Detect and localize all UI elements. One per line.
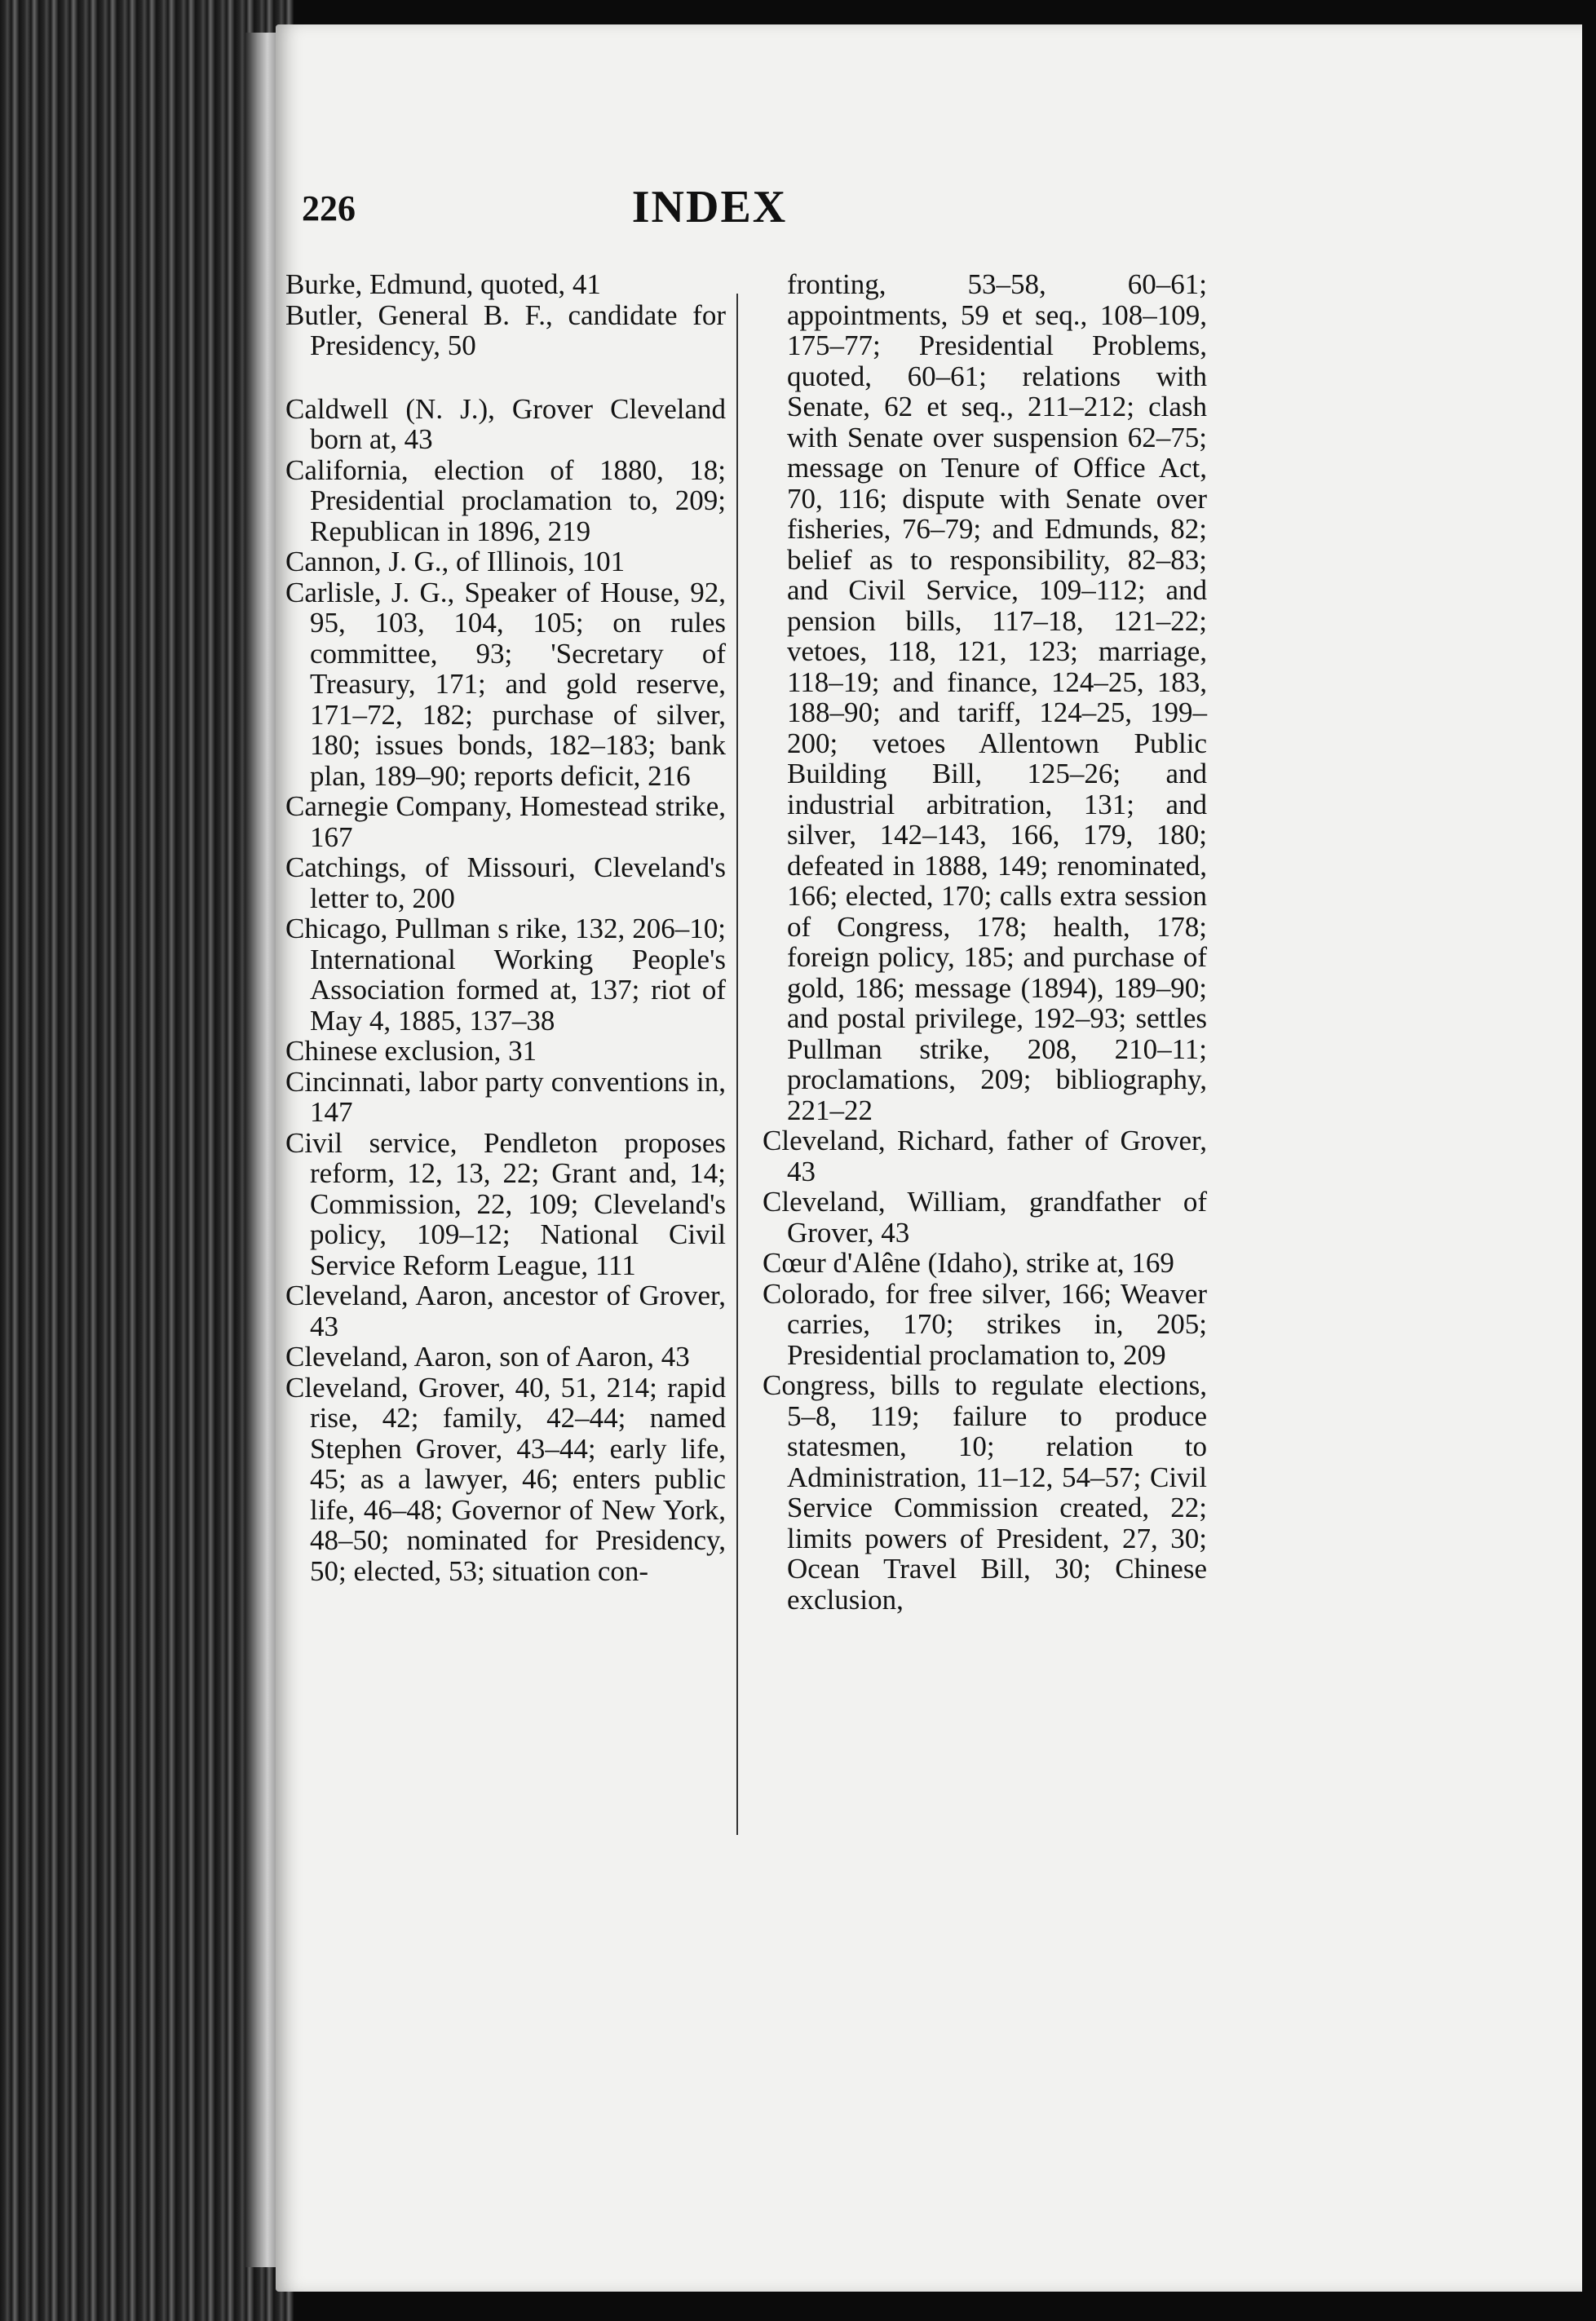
index-entry: Carnegie Company, Homestead strike, 167 bbox=[285, 790, 726, 853]
column-divider bbox=[736, 294, 738, 1835]
index-entry: Cleveland, Aaron, ancestor of Grover, 43 bbox=[285, 1280, 726, 1342]
page-title: INDEX bbox=[631, 182, 788, 232]
index-entry: Chicago, Pullman s rike, 132, 206–10; International Working People's Association formed at, 137; riot of May 4, 1885, 137–38 bbox=[285, 913, 726, 1037]
index-entry: California, election of 1880, 18; Presidential proclamation to, 209; Republican in 1896, 219 bbox=[285, 453, 726, 547]
index-entry: Chinese exclusion, 31 bbox=[285, 1035, 537, 1067]
index-entry: Congress, bills to regulate elections, 5–8, 119; failure to produce statesmen, 10; relation to Administration, 11–12, 54–57; Civil Service Commission created, 22; limits powers of President, 27, 30; Ocean Travel Bill, 30; Chinese exclusion, bbox=[763, 1369, 1207, 1616]
index-entry: Civil service, Pendleton proposes reform, 12, 13, 22; Grant and, 14; Commission, 22, 109; Cleveland's policy, 109–12; National Civil Service Reform League, 111 bbox=[285, 1126, 726, 1281]
page-number: 226 bbox=[302, 188, 356, 228]
index-entry-continued: fronting, 53–58, 60–61; appointments, 59 et seq., 108–109, 175–77; Presidential Problems, quoted, 60–61; relations with Senate, 62 et seq., 211–212; clash with Senate over suspension 62–75; message on Tenure of Office Act, 70, 116; dispute with Senate over fisheries, 76–79; and Edmunds, 82; belief as to responsibility, 82–83; and Civil Service, 109–112; and pension bills, 117–18, 121–22; vetoes, 118, 121, 123; marriage, 118–19; and finance, 124–25, 183, 188–90; and tariff, 124–25, 199–200; vetoes Allentown Public Building Bill, 125–26; and industrial arbitration, 131; and silver, 142–143, 166, 179, 180; defeated in 1888, 149; renominated, 166; elected, 170; calls extra session of Congress, 178; health, 178; foreign policy, 185; and purchase of gold, 186; message (1894), 189–90; and postal privilege, 192–93; settles Pullman strike, 208, 210–11; proclamations, 209; bibliography, 221–22 bbox=[787, 268, 1207, 1126]
index-entry: Catchings, of Missouri, Cleveland's letter to, 200 bbox=[285, 851, 726, 914]
index-entry: Cleveland, Richard, father of Grover, 43 bbox=[763, 1125, 1207, 1187]
page-edge bbox=[245, 33, 277, 2267]
index-entry: Cincinnati, labor party conventions in, 147 bbox=[285, 1065, 726, 1128]
index-entry: Cleveland, Grover, 40, 51, 214; rapid rise, 42; family, 42–44; named Stephen Grover, 43–44; early life, 45; as a lawyer, 46; enters public life, 46–48; Governor of New York, 48–50; nominated for Presidency, 50; elected, 53; situation con- bbox=[285, 1371, 726, 1587]
index-entry: Carlisle, J. G., Speaker of House, 92, 95, 103, 104, 105; on rules committee, 93; 'Secretary of Treasury, 171; and gold reserve, 171–72, 182; purchase of silver, 180; issues bonds, 182–183; bank plan, 189–90; reports deficit, 216 bbox=[285, 576, 726, 792]
index-entry: Burke, Edmund, quoted, 41 bbox=[285, 268, 601, 300]
index-entry: Butler, General B. F., candidate for Presidency, 50 bbox=[285, 298, 726, 361]
index-entry: Cannon, J. G., of Illinois, 101 bbox=[285, 546, 626, 577]
index-column-right bbox=[763, 269, 1207, 1615]
index-entry: Cœur d'Alêne (Idaho), strike at, 169 bbox=[763, 1247, 1174, 1279]
index-entry: Cleveland, Aaron, son of Aaron, 43 bbox=[285, 1341, 690, 1373]
index-column-left bbox=[285, 269, 726, 1586]
index-entry: Cleveland, William, grandfather of Grover, 43 bbox=[763, 1186, 1207, 1249]
index-entry: Caldwell (N. J.), Grover Cleveland born at, 43 bbox=[285, 392, 726, 455]
page-header bbox=[302, 182, 1117, 253]
index-entry: Colorado, for free silver, 166; Weaver carries, 170; strikes in, 205; Presidential proclamation to, 209 bbox=[763, 1277, 1207, 1371]
